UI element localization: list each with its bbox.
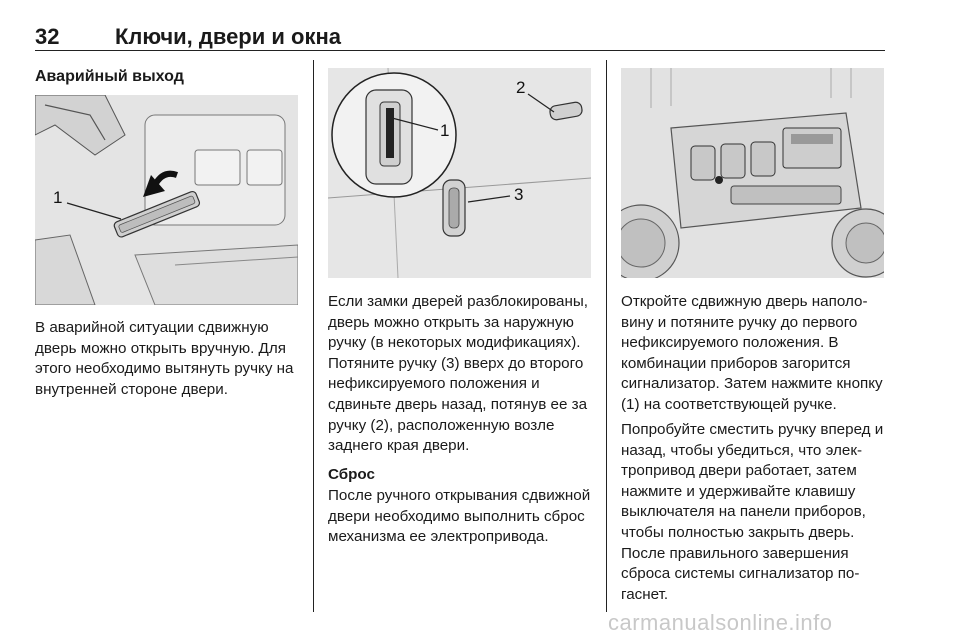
column-divider <box>606 60 607 612</box>
header-rule <box>35 50 885 51</box>
column-divider <box>313 60 314 612</box>
chapter-title: Ключи, двери и окна <box>115 24 341 49</box>
figure-emergency-handle <box>35 95 298 305</box>
col2-subheading: Сброс <box>328 466 375 483</box>
watermark: carmanualsonline.info <box>608 610 833 635</box>
figure-dashboard-switch <box>621 68 884 278</box>
col3-paragraph-2: Попробуйте сместить ручку вперед и назад, чтобы убедиться, что электропривод двери работает, затем нажмите и удерживайте клавишу выключателя на панели приборов, чтобы полностью закрыть дверь. После правильного завершения сброса системы сигнализатор погаснет. <box>621 421 884 603</box>
callout-3: 3 <box>514 185 524 204</box>
section-title: Аварийный выход <box>35 68 184 85</box>
callout-1: 1 <box>440 121 450 140</box>
col2-paragraph-2: После ручного открывания сдвижной двери необходимо выполнить сброс механизма ее электропривода. <box>328 487 591 546</box>
figure-door-handles <box>328 68 591 278</box>
col3-paragraph-1: Откройте сдвижную дверь наполовину и потяните ручку до первого нефиксируемого положения. В комбинации приборов загорится сигнализатор. Затем нажмите кнопку (1) на соответствующей ручке. <box>621 293 883 413</box>
col2-paragraph-1: Если замки дверей разблокированы, дверь можно открыть за наружную ручку (в некоторых модификациях). Потяните ручку (3) вверх до второго нефиксируемого положения и сдвиньте дверь назад, потянув ее за ручку (2), расположенную возле заднего края двери. <box>328 293 589 455</box>
col1-paragraph: В аварийной ситуации сдвижную дверь можно открыть вручную. Для этого необходимо вытянуть ручку на внутренней стороне двери. <box>35 319 294 398</box>
page-number: 32 <box>35 24 60 49</box>
callout-2: 2 <box>516 78 526 97</box>
callout-1: 1 <box>53 188 63 207</box>
